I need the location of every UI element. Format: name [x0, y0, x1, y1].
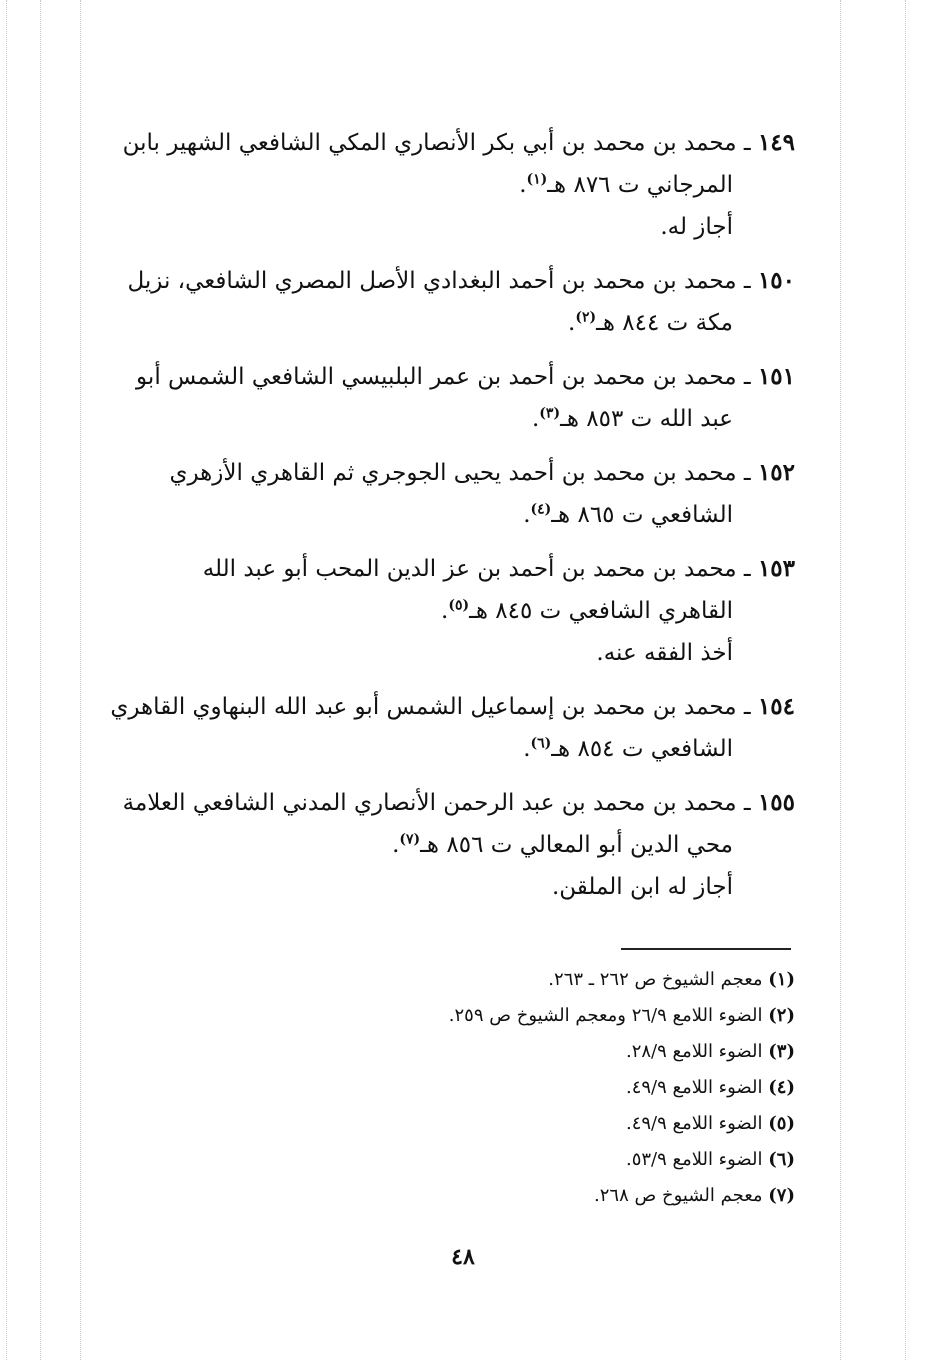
entry-number: ١٥٠ [757, 267, 795, 294]
footnote-item: (٢) الضوء اللامع ٢٦/٩ ومعجم الشيوخ ص ٢٥٩. [448, 1005, 795, 1026]
entry-151: ١٥١ ـ محمد بن محمد بن أحمد بن عمر البلبيسي الشافعي الشمس أبو عبد الله ت ٨٥٣ هـ$^{(٣)}$. [136, 363, 795, 432]
entry-number: ١٥٥ [757, 789, 795, 816]
entry-note: أجاز له ابن الملقن. [551, 874, 733, 900]
entry-note: أخذ الفقه عنه. [596, 640, 733, 666]
entry-number: ١٥٣ [757, 555, 795, 582]
footnote-item: (٥) الضوء اللامع ٤٩/٩. [625, 1113, 795, 1134]
entry-text: محمد بن محمد بن إسماعيل الشمس أبو عبد الله البنهاوي القاهري [110, 694, 737, 720]
entry-152: ١٥٢ ـ محمد بن محمد بن أحمد يحيى الجوجري ثم القاهري الأزهري الشافعي ت ٨٦٥ هـ$^{(٤)}$. [169, 459, 795, 528]
entry-text: محمد بن محمد بن أحمد بن عمر البلبيسي الشافعي الشمس أبو [136, 364, 737, 390]
footnote-divider [621, 948, 791, 950]
footnote-ref: (٤) [530, 501, 552, 518]
page-number: ٤٨ [451, 1244, 475, 1270]
entry-text: محمد بن محمد بن عبد الرحمن الأنصاري المدني الشافعي العلامة [122, 790, 737, 816]
footnote-item: (٤) الضوء اللامع ٤٩/٩. [625, 1077, 795, 1098]
entry-note: أجاز له. [660, 214, 733, 240]
entry-number: ١٥٤ [757, 693, 795, 720]
footnote-ref: (٣) [539, 405, 561, 422]
entry-text: محمد بن محمد بن أبي بكر الأنصاري المكي الشافعي الشهير بابن [122, 130, 737, 156]
main-text [95, 122, 795, 920]
footnote-ref: (٥) [448, 597, 470, 614]
entry-text: محمد بن محمد بن أحمد يحيى الجوجري ثم القاهري الأزهري [169, 460, 737, 486]
footnote-item: (٦) الضوء اللامع ٥٣/٩. [625, 1149, 795, 1170]
entry-number: ١٤٩ [757, 129, 795, 156]
entry-number: ١٥١ [757, 363, 795, 390]
footnote-ref: (٦) [530, 735, 552, 752]
entry-155: ١٥٥ ـ محمد بن محمد بن عبد الرحمن الأنصاري المدني الشافعي العلامة محي الدين أبو المعالي ت ٨٥٦ هـ$^{(٧)}$. أجاز له ابن الملقن. [95, 782, 795, 908]
footnote-ref: (١) [526, 171, 548, 188]
footnote-item: (٣) الضوء اللامع ٢٨/٩. [625, 1041, 795, 1062]
footnote-ref: (٢) [575, 309, 597, 326]
footnote-item: (٧) معجم الشيوخ ص ٢٦٨. [594, 1185, 795, 1206]
entry-150: ١٥٠ ـ محمد بن محمد بن أحمد البغدادي الأصل المصري الشافعي، نزيل مكة ت ٨٤٤ هـ$^{(٢)}$. [127, 267, 795, 336]
footnote-item: (١) معجم الشيوخ ص ٢٦٢ ـ ٢٦٣. [548, 969, 795, 990]
entry-number: ١٥٢ [757, 459, 795, 486]
footnote-ref: (٧) [399, 831, 421, 848]
footnotes [95, 962, 795, 1214]
entry-149: ١٤٩ ـ محمد بن محمد بن أبي بكر الأنصاري المكي الشافعي الشهير بابن المرجاني ت ٨٧٦ هـ$^{(١)}$. أجاز له. [95, 122, 795, 248]
entry-153: ١٥٣ ـ محمد بن محمد بن أحمد بن عز الدين المحب أبو عبد الله القاهري الشافعي ت ٨٤٥ هـ$^{(٥)}$. أخذ الفقه عنه. [95, 548, 795, 674]
entry-text: محمد بن محمد بن أحمد بن عز الدين المحب أبو عبد الله [202, 556, 737, 582]
entry-text: محمد بن محمد بن أحمد البغدادي الأصل المصري الشافعي، نزيل [127, 268, 737, 294]
entry-154: ١٥٤ ـ محمد بن محمد بن إسماعيل الشمس أبو عبد الله البنهاوي القاهري الشافعي ت ٨٥٤ هـ$^{(٦)}$. [110, 693, 795, 762]
